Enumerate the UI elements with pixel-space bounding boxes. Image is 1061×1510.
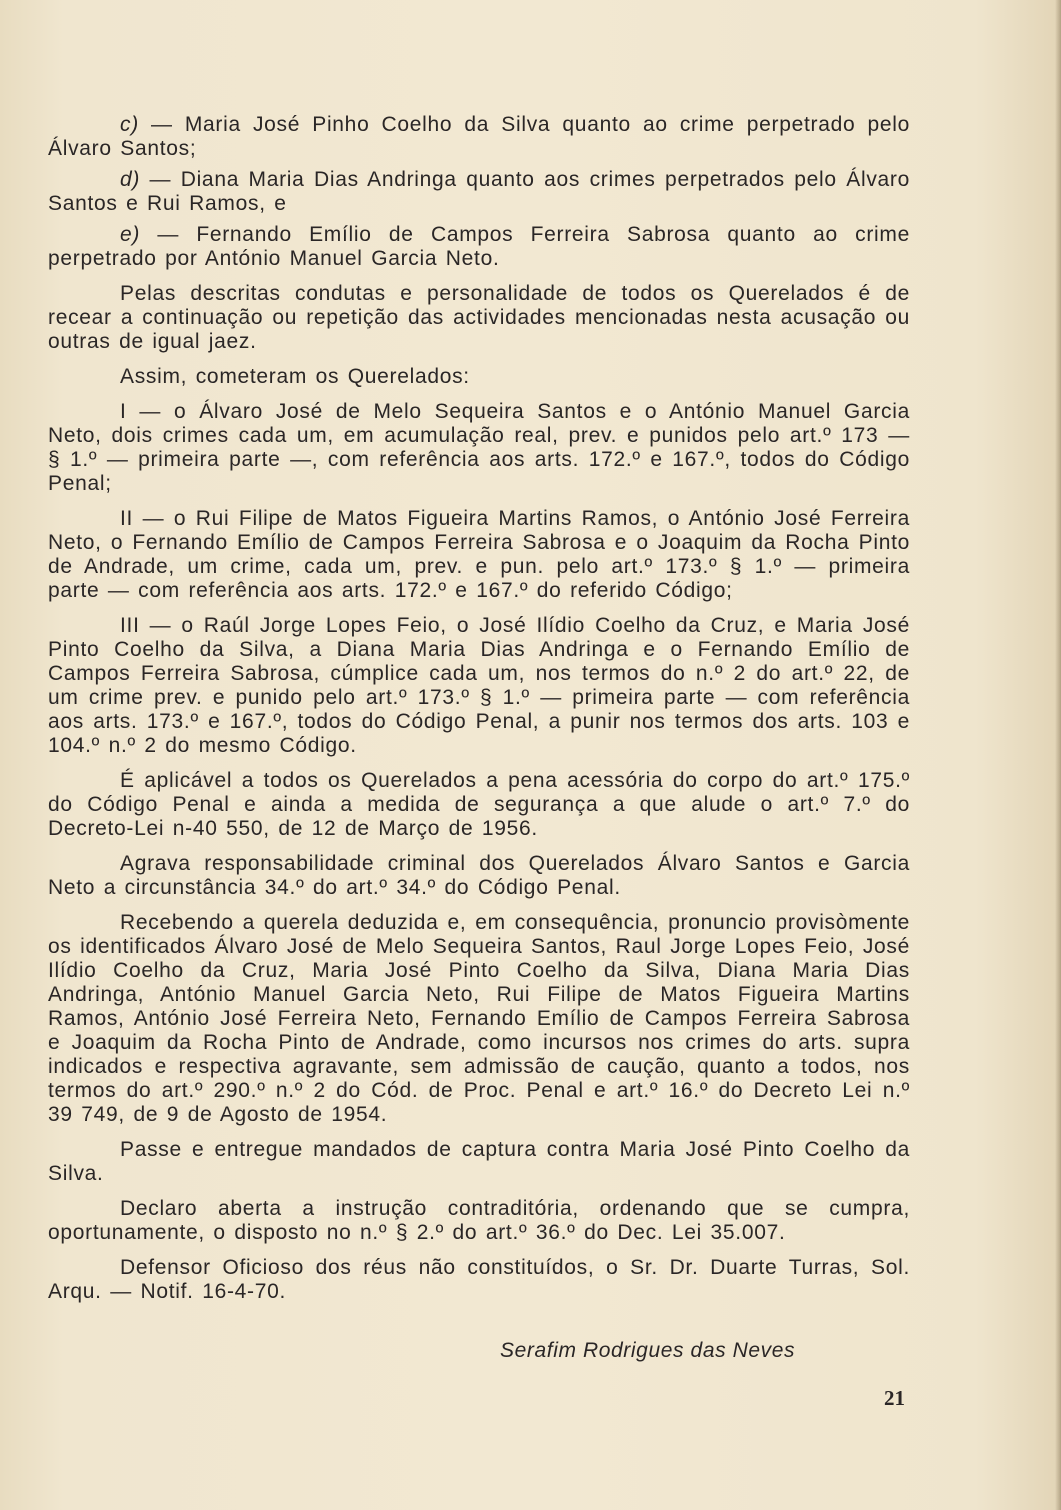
paragraph-text: — Diana Maria Dias Andringa quanto aos crimes perpetrados pelo Álvaro Santos e Rui Ramos, e (48, 168, 910, 215)
paragraph: II — o Rui Filipe de Matos Figueira Martins Ramos, o António José Ferreira Neto, o Fernando Emílio de Campos Ferreira Sabrosa e o Joaquim da Rocha Pinto de Andrade, um crime, cada um, prev. e pun. pelo art.º 173.º § 1.º — primeira parte — com referência aos arts. 172.º e 167.º do referido Código; (48, 507, 910, 602)
page-edge-shadow (1055, 0, 1061, 1510)
paragraph: Pelas descritas condutas e personalidade de todos os Querelados é de recear a continuação ou repetição das actividades mencionadas nesta acusação ou outras de igual jaez. (48, 282, 910, 353)
paragraph-text: — Fernando Emílio de Campos Ferreira Sabrosa quanto ao crime perpetrado por António Manuel Garcia Neto. (48, 223, 910, 270)
paragraph: É aplicável a todos os Querelados a pena acessória do corpo do art.º 175.º do Código Penal e ainda a medida de segurança a que alude o art.º 7.º do Decreto-Lei n-40 550, de 12 de Março de 1956. (48, 769, 910, 840)
signature: Serafim Rodrigues das Neves (500, 1339, 796, 1362)
paragraph-lead: c) (120, 113, 139, 136)
paragraph-text: — Maria José Pinho Coelho da Silva quanto ao crime perpetrado pelo Álvaro Santos; (48, 113, 910, 160)
paragraph: Passe e entregue mandados de captura contra Maria José Pinto Coelho da Silva. (48, 1138, 910, 1185)
paragraph-lead: d) (120, 168, 141, 191)
paragraph: Declaro aberta a instrução contraditória, ordenando que se cumpra, oportunamente, o disposto no n.º § 2.º do art.º 36.º do Dec. Lei 35.007. (48, 1197, 910, 1244)
paragraph: Recebendo a querela deduzida e, em consequência, pronuncio provisòmente os identificados Álvaro José de Melo Sequeira Santos, Raul Jorge Lopes Feio, José Ilídio Coelho da Cruz, Maria José Pinto Coelho da Silva, Diana Maria Dias Andringa, António Manuel Garcia Neto, Rui Filipe de Matos Figueira Martins Ramos, António José Ferreira Neto, Fernando Emílio de Campos Ferreira Sabrosa e Joaquim da Rocha Pinto de Andrade, como incursos nos crimes do arts. supra indicados e respectiva agravante, sem admissão de caução, quanto a todos, nos termos do art.º 290.º n.º 2 do Cód. de Proc. Penal e art.º 16.º do Decreto Lei n.º 39 749, de 9 de Agosto de 1954. (48, 911, 910, 1126)
paragraph-e (48, 223, 910, 271)
body-text (48, 113, 910, 1315)
paragraph: I — o Álvaro José de Melo Sequeira Santos e o António Manuel Garcia Neto, dois crimes cada um, em acumulação real, prev. e punidos pelo art.º 173 — § 1.º — primeira parte —, com referência aos arts. 172.º e 167.º, todos do Código Penal; (48, 400, 910, 495)
paragraph-d (48, 168, 910, 216)
paragraph: Agrava responsabilidade criminal dos Querelados Álvaro Santos e Garcia Neto a circunstância 34.º do art.º 34.º do Código Penal. (48, 852, 910, 899)
paragraph: Assim, cometeram os Querelados: (120, 365, 470, 388)
paragraph-c (48, 113, 910, 161)
paragraph: Defensor Oficioso dos réus não constituídos, o Sr. Dr. Duarte Turras, Sol. Arqu. — Notif. 16-4-70. (48, 1256, 910, 1303)
paragraph-lead: e) (120, 223, 141, 246)
paragraph: III — o Raúl Jorge Lopes Feio, o José Ilídio Coelho da Cruz, e Maria José Pinto Coelho da Silva, a Diana Maria Dias Andringa e o Fernando Emílio de Campos Ferreira Sabrosa, cúmplice cada um, nos termos do n.º 2 do art.º 22, de um crime prev. e punido pelo art.º 173.º § 1.º — primeira parte — com referência aos arts. 173.º e 167.º, todos do Código Penal, a punir nos termos dos arts. 103 e 104.º n.º 2 do mesmo Código. (48, 614, 910, 757)
page-number: 21 (884, 1386, 905, 1410)
